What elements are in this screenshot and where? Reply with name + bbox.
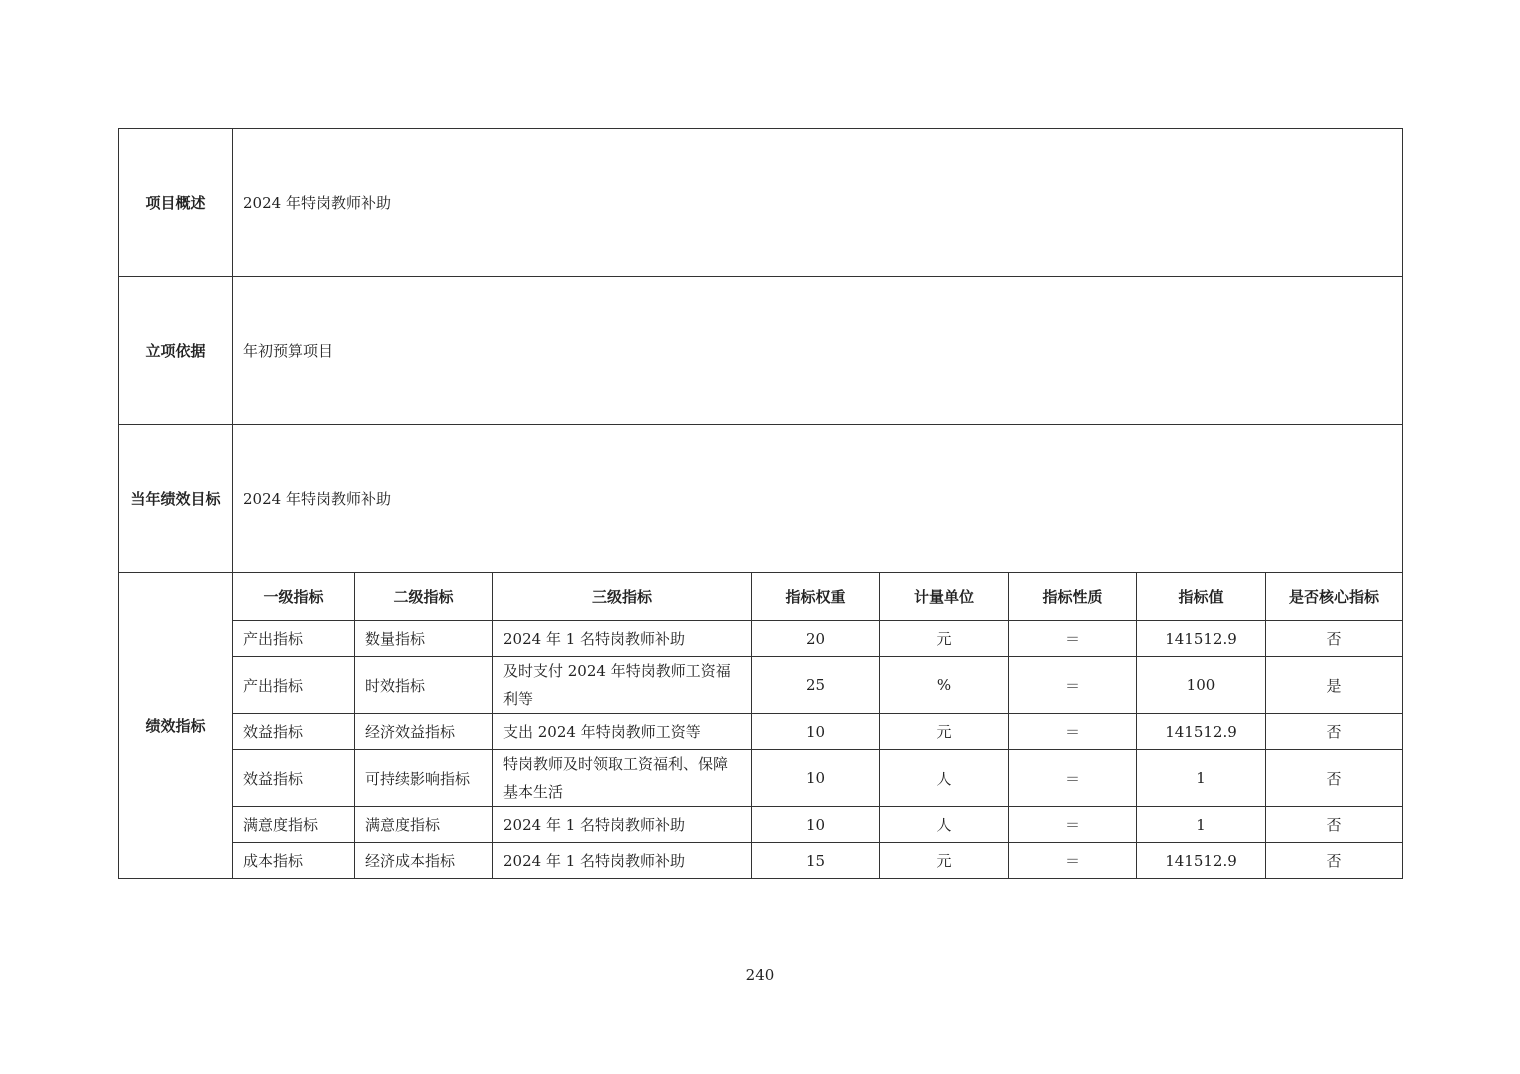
row-core: 是 (1266, 657, 1403, 714)
row-core: 否 (1266, 807, 1403, 843)
row-core: 否 (1266, 750, 1403, 807)
row-core: 否 (1266, 621, 1403, 657)
basis-label: 立项依据 (119, 277, 233, 425)
indicator-header-row (119, 573, 1403, 621)
row-nature: ＝ (1009, 843, 1137, 879)
row-unit: 人 (880, 750, 1009, 807)
row-weight: 10 (752, 807, 880, 843)
row-level2: 满意度指标 (355, 807, 493, 843)
row-value: 1 (1137, 807, 1266, 843)
row-value: 1 (1137, 750, 1266, 807)
row-core: 否 (1266, 843, 1403, 879)
header-unit: 计量单位 (880, 573, 1009, 621)
row-unit: 元 (880, 621, 1009, 657)
table-row (119, 714, 1403, 750)
row-unit: 元 (880, 843, 1009, 879)
row-weight: 20 (752, 621, 880, 657)
row-value: 141512.9 (1137, 714, 1266, 750)
row-level2: 经济成本指标 (355, 843, 493, 879)
row-unit: 人 (880, 807, 1009, 843)
basis-value: 年初预算项目 (233, 277, 1403, 425)
row-level1: 产出指标 (233, 657, 355, 714)
header-level1: 一级指标 (233, 573, 355, 621)
row-core: 否 (1266, 714, 1403, 750)
table-row (119, 807, 1403, 843)
page-number: 240 (745, 966, 775, 984)
row-value: 141512.9 (1137, 843, 1266, 879)
row-weight: 10 (752, 714, 880, 750)
row-nature: ＝ (1009, 714, 1137, 750)
header-value: 指标值 (1137, 573, 1266, 621)
performance-table (118, 128, 1403, 879)
table-row (119, 657, 1403, 714)
row-level2: 可持续影响指标 (355, 750, 493, 807)
row-nature: ＝ (1009, 621, 1137, 657)
row-weight: 15 (752, 843, 880, 879)
row-level2: 数量指标 (355, 621, 493, 657)
row-weight: 25 (752, 657, 880, 714)
goal-row (119, 425, 1403, 573)
row-value: 141512.9 (1137, 621, 1266, 657)
header-weight: 指标权重 (752, 573, 880, 621)
row-level3: 2024 年 1 名特岗教师补助 (493, 621, 752, 657)
header-level3: 三级指标 (493, 573, 752, 621)
row-nature: ＝ (1009, 807, 1137, 843)
row-unit: % (880, 657, 1009, 714)
overview-value: 2024 年特岗教师补助 (233, 129, 1403, 277)
table-row (119, 750, 1403, 807)
row-level2: 时效指标 (355, 657, 493, 714)
row-unit: 元 (880, 714, 1009, 750)
header-core: 是否核心指标 (1266, 573, 1403, 621)
basis-row (119, 277, 1403, 425)
row-nature: ＝ (1009, 657, 1137, 714)
header-nature: 指标性质 (1009, 573, 1137, 621)
row-value: 100 (1137, 657, 1266, 714)
goal-label: 当年绩效目标 (119, 425, 233, 573)
row-weight: 10 (752, 750, 880, 807)
row-level3: 及时支付 2024 年特岗教师工资福利等 (493, 657, 752, 714)
table-row (119, 621, 1403, 657)
row-level1: 效益指标 (233, 750, 355, 807)
row-level1: 成本指标 (233, 843, 355, 879)
row-level3: 2024 年 1 名特岗教师补助 (493, 843, 752, 879)
row-level1: 满意度指标 (233, 807, 355, 843)
row-level1: 产出指标 (233, 621, 355, 657)
row-level3: 2024 年 1 名特岗教师补助 (493, 807, 752, 843)
row-level1: 效益指标 (233, 714, 355, 750)
goal-value: 2024 年特岗教师补助 (233, 425, 1403, 573)
row-level3: 特岗教师及时领取工资福利、保障基本生活 (493, 750, 752, 807)
row-nature: ＝ (1009, 750, 1137, 807)
indicators-label: 绩效指标 (119, 573, 233, 879)
overview-label: 项目概述 (119, 129, 233, 277)
row-level2: 经济效益指标 (355, 714, 493, 750)
overview-row (119, 129, 1403, 277)
table-row (119, 843, 1403, 879)
header-level2: 二级指标 (355, 573, 493, 621)
row-level3: 支出 2024 年特岗教师工资等 (493, 714, 752, 750)
